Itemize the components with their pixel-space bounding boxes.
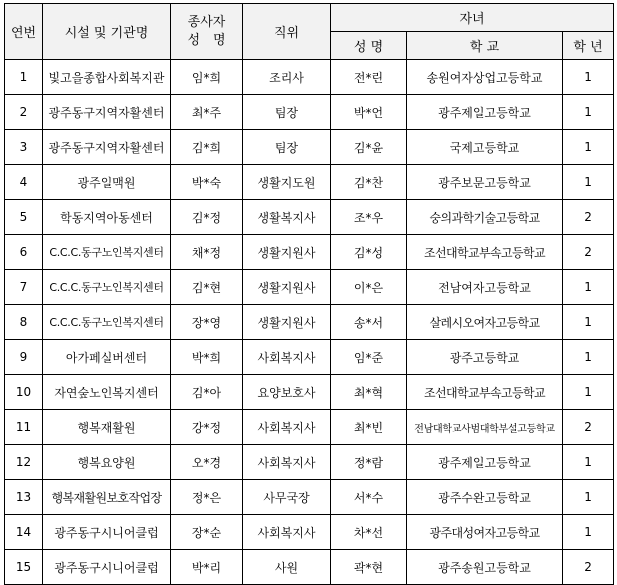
cell-school: 숭의과학기술고등학교 xyxy=(407,200,563,235)
cell-facility: C.C.C.동구노인복지센터 xyxy=(43,305,171,340)
cell-worker: 채*정 xyxy=(171,235,243,270)
cell-child: 정*람 xyxy=(331,445,407,480)
cell-child: 차*선 xyxy=(331,515,407,550)
table-row xyxy=(5,165,614,200)
cell-no: 14 xyxy=(5,515,43,550)
table-row xyxy=(5,445,614,480)
cell-position: 팀장 xyxy=(243,130,331,165)
cell-no: 4 xyxy=(5,165,43,200)
cell-facility: 행복요양원 xyxy=(43,445,171,480)
cell-child: 김*성 xyxy=(331,235,407,270)
cell-worker: 김*아 xyxy=(171,375,243,410)
table-row xyxy=(5,60,614,95)
cell-no: 8 xyxy=(5,305,43,340)
cell-child: 임*준 xyxy=(331,340,407,375)
cell-position: 생활복지사 xyxy=(243,200,331,235)
cell-grade: 1 xyxy=(563,270,614,305)
cell-child: 곽*현 xyxy=(331,550,407,585)
cell-no: 5 xyxy=(5,200,43,235)
cell-facility: 광주일맥원 xyxy=(43,165,171,200)
cell-no: 1 xyxy=(5,60,43,95)
cell-worker: 김*정 xyxy=(171,200,243,235)
cell-facility: 학동지역아동센터 xyxy=(43,200,171,235)
cell-worker: 오*경 xyxy=(171,445,243,480)
table-row xyxy=(5,550,614,585)
cell-child: 전*린 xyxy=(331,60,407,95)
cell-grade: 2 xyxy=(563,410,614,445)
cell-child: 조*우 xyxy=(331,200,407,235)
cell-child: 최*빈 xyxy=(331,410,407,445)
cell-grade: 2 xyxy=(563,235,614,270)
cell-school: 전남여자고등학교 xyxy=(407,270,563,305)
cell-child: 이*은 xyxy=(331,270,407,305)
table-row xyxy=(5,515,614,550)
cell-worker: 박*리 xyxy=(171,550,243,585)
cell-position: 사회복지사 xyxy=(243,445,331,480)
cell-facility: 광주동구지역자활센터 xyxy=(43,95,171,130)
cell-child: 김*윤 xyxy=(331,130,407,165)
cell-grade: 1 xyxy=(563,165,614,200)
cell-position: 생활지원사 xyxy=(243,235,331,270)
cell-facility: 빛고을종합사회복지관 xyxy=(43,60,171,95)
table-row xyxy=(5,410,614,445)
cell-facility: 광주동구시니어클럽 xyxy=(43,515,171,550)
cell-school: 전남대학교사범대학부설고등학교 xyxy=(407,410,563,445)
cell-grade: 1 xyxy=(563,340,614,375)
cell-worker: 최*주 xyxy=(171,95,243,130)
cell-position: 사무국장 xyxy=(243,480,331,515)
cell-grade: 2 xyxy=(563,200,614,235)
table-row xyxy=(5,270,614,305)
cell-child: 박*언 xyxy=(331,95,407,130)
cell-grade: 1 xyxy=(563,515,614,550)
table-row xyxy=(5,200,614,235)
header-worker: 종사자 성 명 xyxy=(171,4,243,60)
cell-grade: 1 xyxy=(563,445,614,480)
scholarship-table-container xyxy=(4,3,614,585)
cell-grade: 1 xyxy=(563,375,614,410)
cell-school: 조선대학교부속고등학교 xyxy=(407,375,563,410)
header-school: 학 교 xyxy=(407,32,563,60)
table-row xyxy=(5,375,614,410)
cell-school: 조선대학교부속고등학교 xyxy=(407,235,563,270)
cell-facility: 행복재활원 xyxy=(43,410,171,445)
cell-position: 사회복지사 xyxy=(243,410,331,445)
cell-no: 15 xyxy=(5,550,43,585)
cell-school: 광주제일고등학교 xyxy=(407,445,563,480)
cell-facility: C.C.C.동구노인복지센터 xyxy=(43,235,171,270)
cell-no: 9 xyxy=(5,340,43,375)
cell-school: 광주송원고등학교 xyxy=(407,550,563,585)
cell-school: 광주보문고등학교 xyxy=(407,165,563,200)
cell-facility: 아가페실버센터 xyxy=(43,340,171,375)
cell-no: 2 xyxy=(5,95,43,130)
cell-school: 광주수완고등학교 xyxy=(407,480,563,515)
cell-worker: 장*영 xyxy=(171,305,243,340)
cell-grade: 1 xyxy=(563,60,614,95)
cell-no: 7 xyxy=(5,270,43,305)
cell-worker: 정*은 xyxy=(171,480,243,515)
cell-grade: 2 xyxy=(563,550,614,585)
cell-position: 사회복지사 xyxy=(243,515,331,550)
header-no: 연번 xyxy=(5,4,43,60)
cell-school: 국제고등학교 xyxy=(407,130,563,165)
header-facility: 시설 및 기관명 xyxy=(43,4,171,60)
cell-no: 3 xyxy=(5,130,43,165)
cell-worker: 박*숙 xyxy=(171,165,243,200)
cell-facility: 광주동구시니어클럽 xyxy=(43,550,171,585)
header-child-name: 성 명 xyxy=(331,32,407,60)
cell-school: 광주대성여자고등학교 xyxy=(407,515,563,550)
cell-position: 사원 xyxy=(243,550,331,585)
cell-school: 광주고등학교 xyxy=(407,340,563,375)
cell-grade: 1 xyxy=(563,95,614,130)
cell-grade: 1 xyxy=(563,480,614,515)
cell-worker: 임*희 xyxy=(171,60,243,95)
cell-child: 김*찬 xyxy=(331,165,407,200)
cell-no: 13 xyxy=(5,480,43,515)
header-grade: 학 년 xyxy=(563,32,614,60)
cell-position: 조리사 xyxy=(243,60,331,95)
header-children: 자녀 xyxy=(331,4,614,32)
table-row xyxy=(5,480,614,515)
cell-position: 생활지원사 xyxy=(243,270,331,305)
cell-facility: 자연숲노인복지센터 xyxy=(43,375,171,410)
cell-facility: 행복재활원보호작업장 xyxy=(43,480,171,515)
table-row xyxy=(5,130,614,165)
cell-child: 서*수 xyxy=(331,480,407,515)
cell-worker: 김*현 xyxy=(171,270,243,305)
cell-child: 최*혁 xyxy=(331,375,407,410)
cell-worker: 박*희 xyxy=(171,340,243,375)
cell-school: 살레시오여자고등학교 xyxy=(407,305,563,340)
cell-no: 6 xyxy=(5,235,43,270)
table-row xyxy=(5,340,614,375)
cell-no: 10 xyxy=(5,375,43,410)
cell-no: 11 xyxy=(5,410,43,445)
header-position: 직위 xyxy=(243,4,331,60)
cell-worker: 강*정 xyxy=(171,410,243,445)
cell-child: 송*서 xyxy=(331,305,407,340)
cell-no: 12 xyxy=(5,445,43,480)
cell-grade: 1 xyxy=(563,130,614,165)
cell-grade: 1 xyxy=(563,305,614,340)
cell-position: 요양보호사 xyxy=(243,375,331,410)
cell-position: 생활지원사 xyxy=(243,305,331,340)
cell-worker: 장*순 xyxy=(171,515,243,550)
cell-school: 송원여자상업고등학교 xyxy=(407,60,563,95)
table-row xyxy=(5,305,614,340)
table-row xyxy=(5,95,614,130)
cell-worker: 김*희 xyxy=(171,130,243,165)
cell-position: 사회복지사 xyxy=(243,340,331,375)
scholarship-table xyxy=(4,3,614,585)
cell-facility: C.C.C.동구노인복지센터 xyxy=(43,270,171,305)
cell-position: 생활지도원 xyxy=(243,165,331,200)
cell-facility: 광주동구지역자활센터 xyxy=(43,130,171,165)
cell-school: 광주제일고등학교 xyxy=(407,95,563,130)
table-row xyxy=(5,235,614,270)
cell-position: 팀장 xyxy=(243,95,331,130)
